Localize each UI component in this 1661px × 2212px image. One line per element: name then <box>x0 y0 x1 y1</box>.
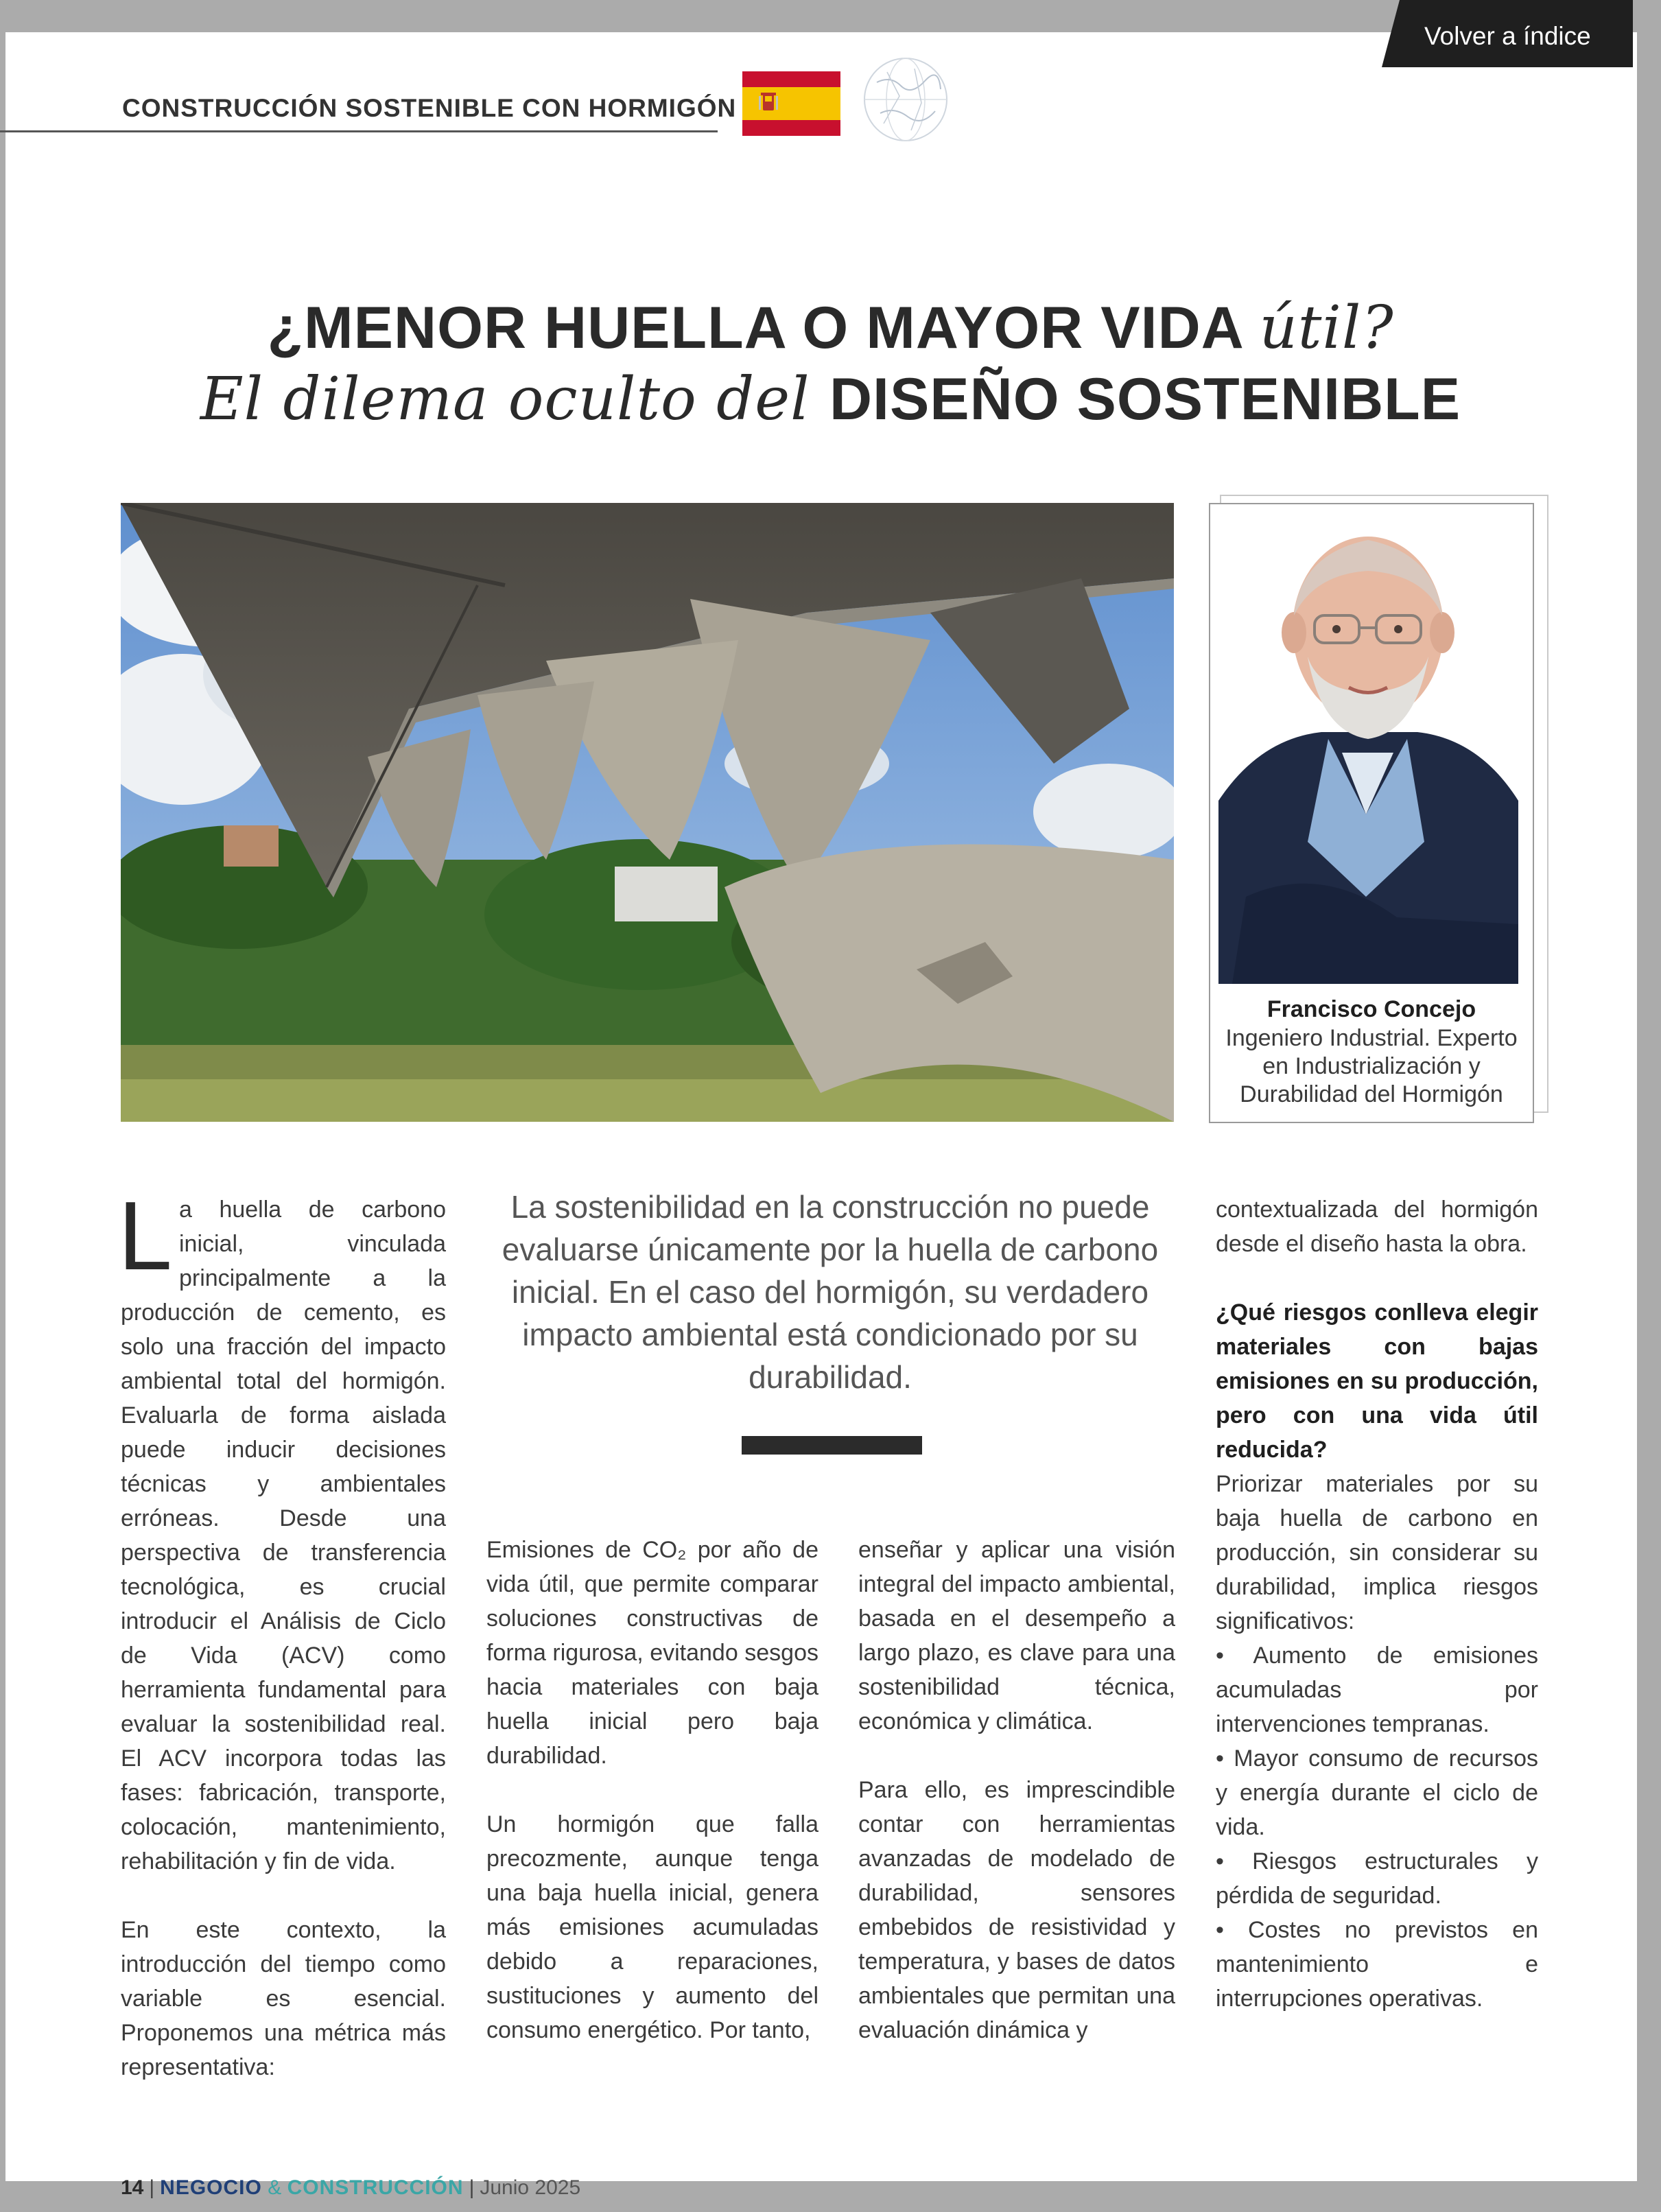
section-divider <box>0 130 718 132</box>
paragraph: Un hormigón que falla precozmente, aunque tenga una baja huella inicial, genera más emisiones acumuladas debido a reparaciones, sustituciones y aumento del consumo energético. Por tanto, <box>486 1811 818 2043</box>
publication-name-part-2: CONSTRUCCIÓN <box>287 2176 464 2199</box>
issue-date: Junio 2025 <box>480 2176 581 2199</box>
publication-name-part-1: NEGOCIO <box>160 2176 262 2199</box>
author-portrait <box>1218 513 1518 984</box>
title-italic-phrase: El dilema oculto del <box>200 365 829 434</box>
page-number: 14 <box>121 2176 144 2199</box>
publication-ampersand: & <box>268 2176 282 2199</box>
pull-quote: La sostenibilidad en la construcción no puede evaluarse únicamente por la huella de carbono inicial. En el caso del hormigón, su verdadero impacto ambiental está condicionado por su durabilidad. <box>502 1189 1159 1395</box>
title-italic-word: útil? <box>1259 294 1394 362</box>
bullet-item: • Mayor consumo de recursos y energía durante el ciclo de vida. <box>1216 1745 1538 1840</box>
column-3 <box>858 1533 1175 2047</box>
pull-quote-divider <box>742 1436 922 1455</box>
paragraph: contextualizada del hormigón desde el diseño hasta la obra. <box>1216 1197 1538 1257</box>
back-to-index-label[interactable]: Volver a índice <box>1424 22 1591 50</box>
bridge-photo <box>121 503 1174 1122</box>
article-title-line-2: El dilema oculto del DISEÑO SOSTENIBLE <box>200 365 1461 434</box>
bullet-item: • Costes no previstos en mantenimiento e interrupciones operativas. <box>1216 1917 1538 2012</box>
column-4 <box>1216 1192 1538 2016</box>
bullet-item: • Riesgos estructurales y pérdida de seguridad. <box>1216 1848 1538 1909</box>
paragraph: En este contexto, la introducción del tiempo como variable es esencial. Proponemos una métrica más representativa: <box>121 1917 446 2080</box>
page-footer: 14 | NEGOCIO & CONSTRUCCIÓN | Junio 2025 <box>121 2176 581 2199</box>
paragraph: enseñar y aplicar una visión integral del impacto ambiental, basada en el desempeño a largo plazo, es clave para una sostenibilidad técnica, económica y climática. <box>858 1537 1175 1734</box>
drop-cap: L <box>118 1181 172 1291</box>
globe-icon <box>860 55 952 144</box>
spain-flag-icon <box>742 71 840 136</box>
bullet-item: • Aumento de emisiones acumuladas por intervenciones tempranas. <box>1216 1643 1538 1737</box>
author-name: Francisco Concejo <box>1267 996 1476 1022</box>
article-title-line-1: ¿MENOR HUELLA O MAYOR VIDA útil? <box>267 294 1394 362</box>
column-2 <box>486 1533 818 2047</box>
paragraph: Para ello, es imprescindible contar con herramientas avanzadas de modelado de durabilidad, sensores embebidos de resistividad y temperatura, y bases de datos ambientales que permitan una evaluación dinámica y <box>858 1777 1175 2043</box>
column-1: La huella de carbono inicial, vinculada principalmente a la producción de cemento, es solo una fracción del impacto ambiental total del hormigón. Evaluarla de forma aislada puede inducir decisiones técnicas y ambientales erróneas. Desde una perspectiva de transferencia tecnológica, es crucial introducir el Análisis de Ciclo de Vida (ACV) como herramienta fundamental para evaluar la sostenibilidad real. El ACV incorpora todas las fases: fabricación, transporte, colocación, mantenimiento, rehabilitación y fin de vida. En este contexto, la introducción del tiempo como variable es esencial. Proponemos una métrica más representativa: <box>121 1192 446 2084</box>
interview-question: ¿Qué riesgos conlleva elegir materiales con bajas emisiones en su producción, pero con una vida útil reducida? <box>1216 1299 1538 1463</box>
section-header: CONSTRUCCIÓN SOSTENIBLE CON HORMIGÓN <box>122 94 737 122</box>
paragraph: Priorizar materiales por su baja huella de carbono en producción, sin considerar su durabilidad, implica riesgos significativos: <box>1216 1471 1538 1634</box>
author-bio: Ingeniero Industrial. Experto en Industrialización y Durabilidad del Hormigón <box>1225 1025 1518 1107</box>
paragraph: Emisiones de CO₂ por año de vida útil, que permite comparar soluciones constructivas de forma rigurosa, evitando sesgos hacia materiales con baja huella inicial pero baja durabilidad. <box>486 1537 818 1769</box>
